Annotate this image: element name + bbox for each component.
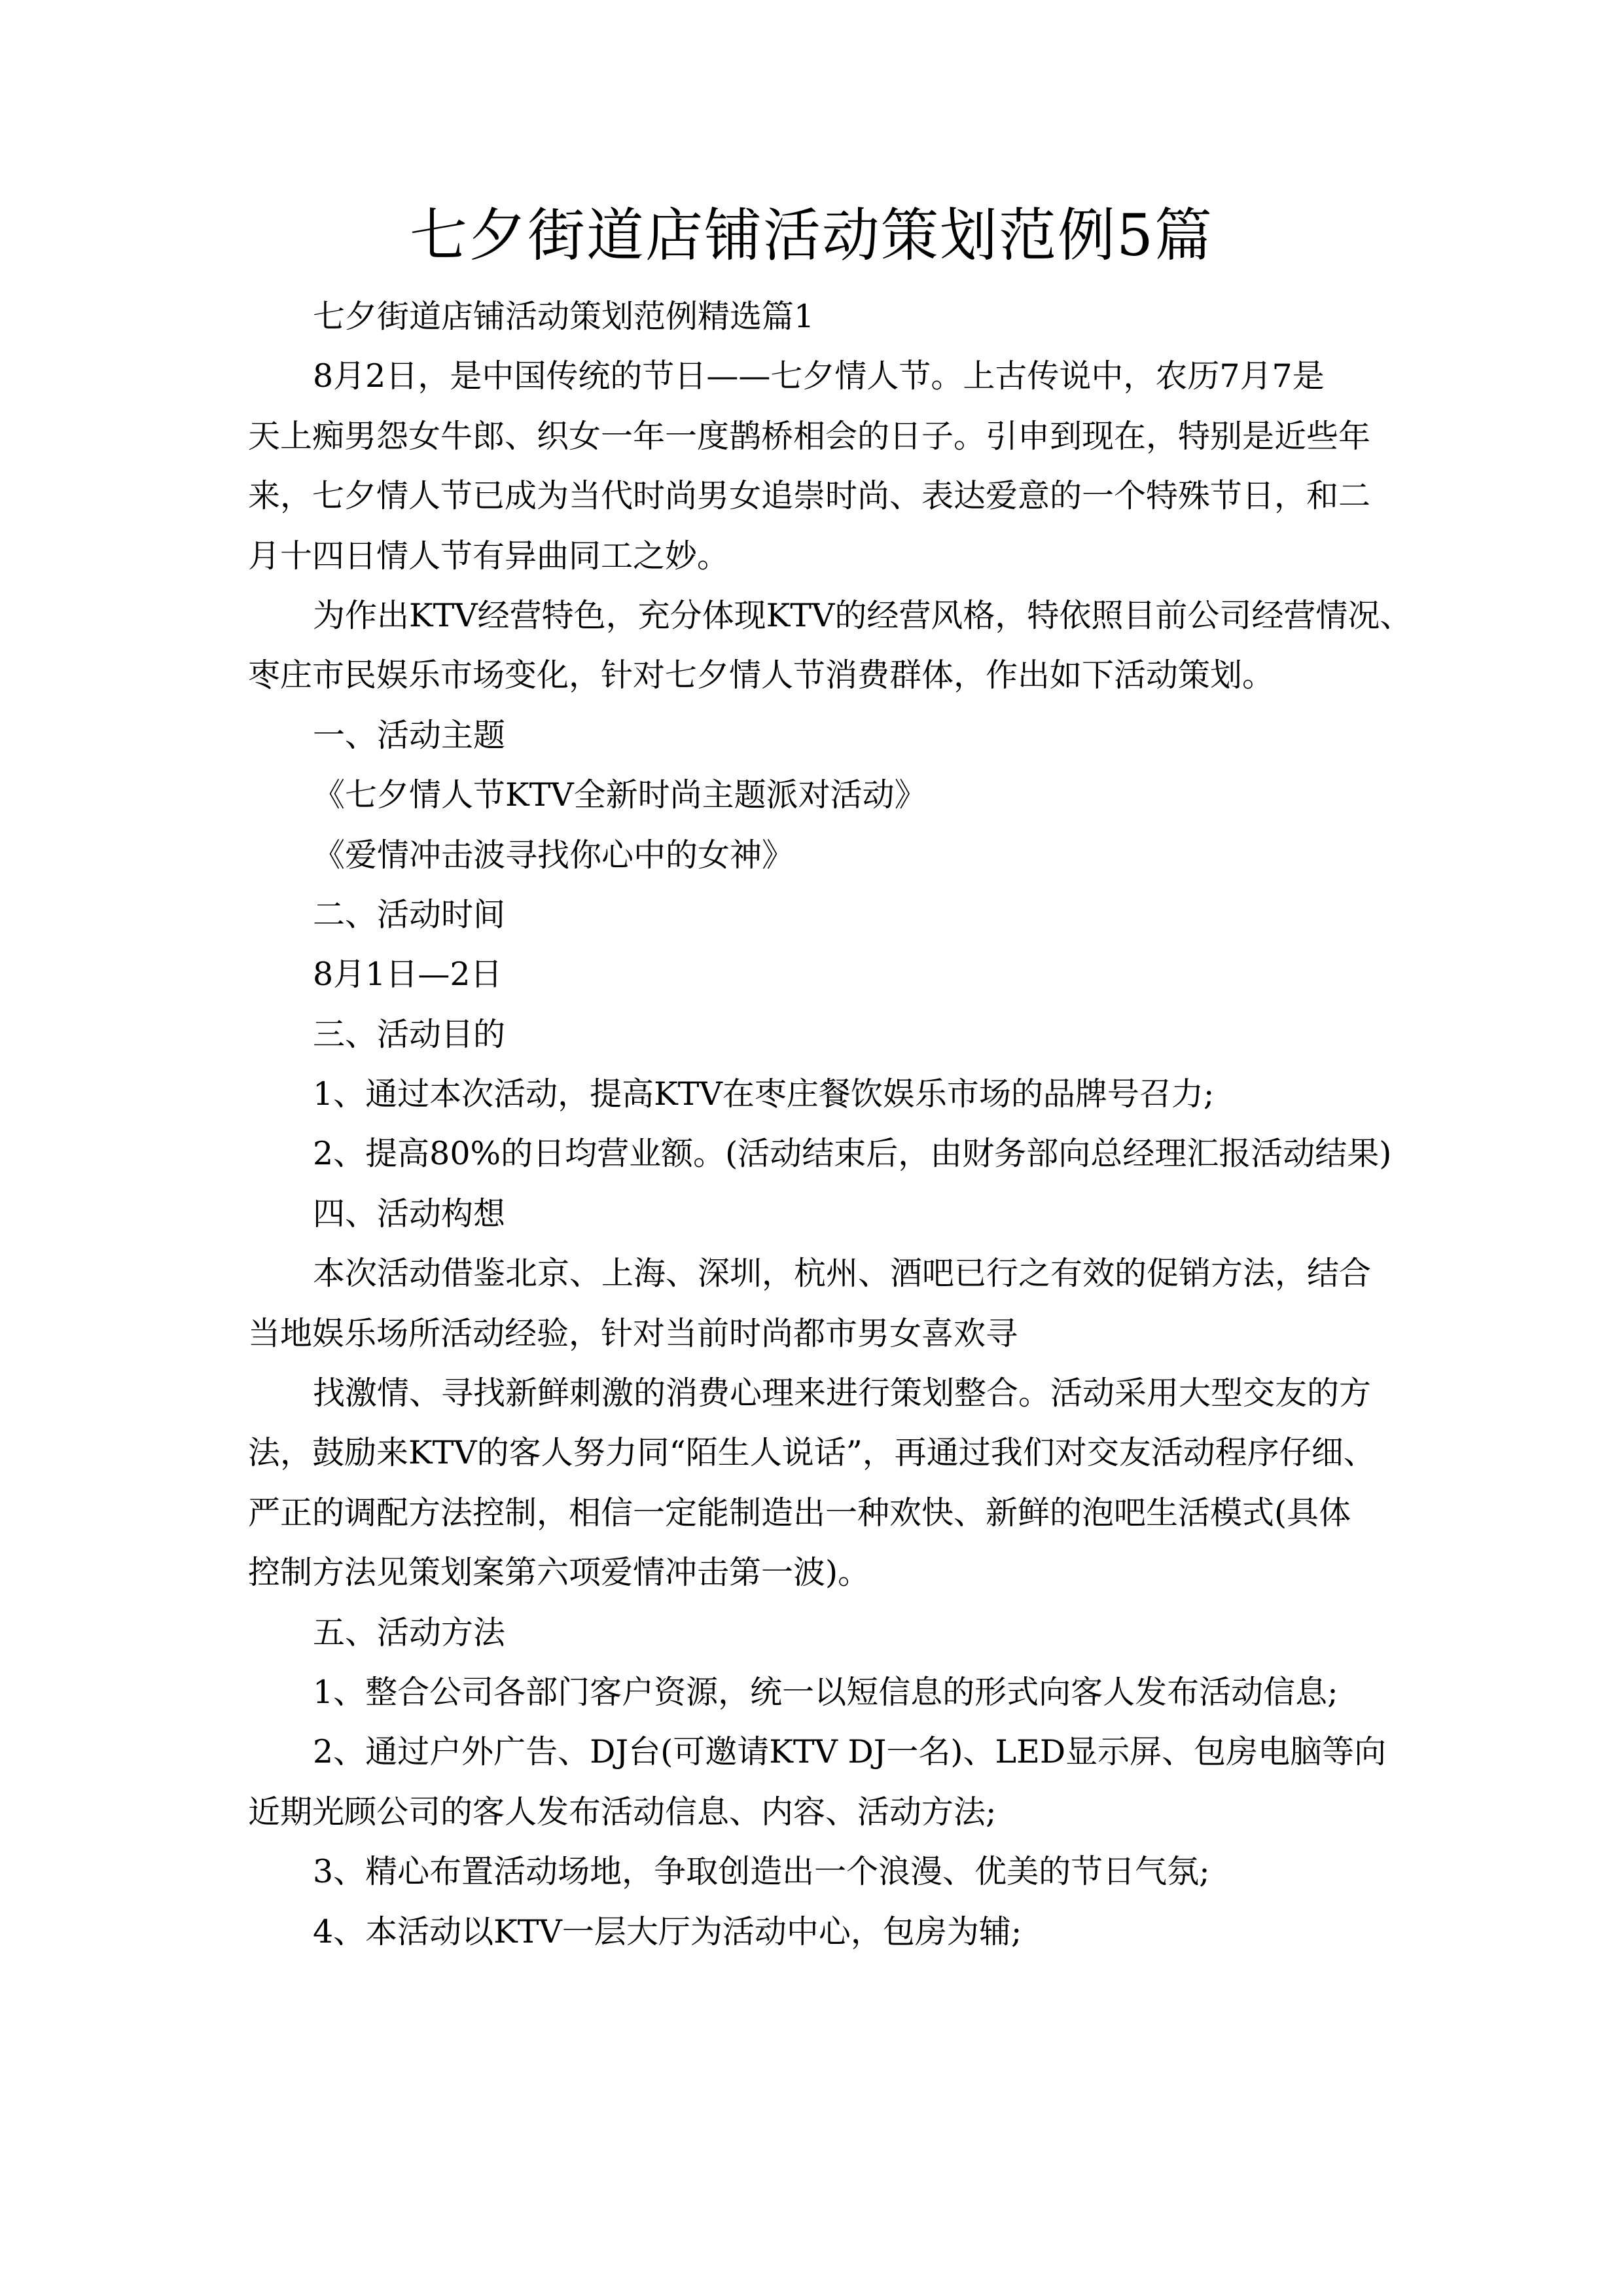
list-item: 2、通过户外广告、DJ台(可邀请KTV DJ一名)、LED显示屏、包房电脑等向 [313, 1733, 1387, 1771]
paragraph-line: 《爱情冲击波寻找你心中的女神》 [313, 836, 794, 874]
section-heading: 一、活动主题 [313, 716, 506, 754]
paragraph-line: 严正的调配方法控制，相信一定能制造出一种欢快、新鲜的泡吧生活模式(具体 [248, 1494, 1351, 1532]
paragraph-line: 本次活动借鉴北京、上海、深圳，杭州、酒吧已行之有效的促销方法，结合 [313, 1255, 1372, 1293]
document-body [248, 287, 1412, 1962]
subtitle-line: 七夕街道店铺活动策划范例精选篇1 [313, 298, 815, 335]
section-heading: 四、活动构想 [313, 1194, 506, 1232]
list-item: 2、提高80%的日均营业额。(活动结束后，由财务部向总经理汇报活动结果) [313, 1135, 1392, 1173]
paragraph-line: 找激情、寻找新鲜刺激的消费心理来进行策划整合。活动采用大型交友的方 [313, 1374, 1372, 1412]
paragraph-line: 法，鼓励来KTV的客人努力同“陌生人说话”，再通过我们对交友活动程序仔细、 [248, 1434, 1376, 1472]
section-heading: 三、活动目的 [313, 1015, 506, 1053]
paragraph-line: 《七夕情人节KTV全新时尚主题派对活动》 [313, 776, 927, 814]
paragraph-line: 控制方法见策划案第六项爱情冲击第一波)。 [248, 1554, 870, 1592]
paragraph-line: 8月1日—2日 [313, 956, 503, 994]
paragraph-line: 天上痴男怨女牛郎、织女一年一度鹊桥相会的日子。引申到现在，特别是近些年 [248, 417, 1371, 455]
paragraph-line: 枣庄市民娱乐市场变化，针对七夕情人节消费群体，作出如下活动策划。 [248, 656, 1275, 694]
section-heading: 五、活动方法 [313, 1613, 506, 1651]
paragraph-line: 8月2日，是中国传统的节日——七夕情人节。上古传说中，农历7月7是 [313, 357, 1325, 395]
list-item: 近期光顾公司的客人发布活动信息、内容、活动方法; [248, 1793, 997, 1831]
list-item: 3、精心布置活动场地，争取创造出一个浪漫、优美的节日气氛; [313, 1853, 1210, 1891]
list-item: 1、通过本次活动，提高KTV在枣庄餐饮娱乐市场的品牌号召力; [313, 1075, 1215, 1113]
list-item: 4、本活动以KTV一层大厅为活动中心，包房为辅; [313, 1912, 1022, 1950]
document-title: 七夕街道店铺活动策划范例5篇 [410, 202, 1213, 269]
paragraph-line: 为作出KTV经营特色，充分体现KTV的经营风格，特依照目前公司经营情况、 [313, 596, 1412, 634]
paragraph-line: 当地娱乐场所活动经验，针对当前时尚都市男女喜欢寻 [248, 1314, 1018, 1352]
list-item: 1、整合公司各部门客户资源，统一以短信息的形式向客人发布活动信息; [313, 1673, 1338, 1711]
paragraph-line: 月十四日情人节有异曲同工之妙。 [248, 537, 730, 575]
section-heading: 二、活动时间 [313, 895, 506, 933]
paragraph-line: 来，七夕情人节已成为当代时尚男女追崇时尚、表达爱意的一个特殊节日，和二 [248, 477, 1371, 515]
